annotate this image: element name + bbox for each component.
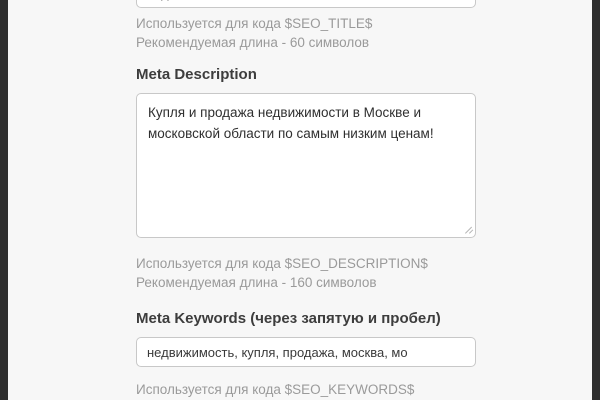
textarea-resize-handle[interactable] [463, 224, 475, 236]
meta-keywords-input-wrap [8, 337, 592, 367]
meta-keywords-code-hint: Используется для кода $SEO_KEYWORDS$ [136, 382, 415, 397]
seo-title-code-hint: Используется для кода $SEO_TITLE$ [136, 16, 373, 31]
meta-description-length-hint: Рекомендуемая длина - 160 символов [136, 275, 377, 290]
meta-description-textarea[interactable] [136, 93, 476, 238]
meta-keywords-field-group [8, 310, 592, 399]
seo-title-length-hint: Рекомендуемая длина - 60 символов [136, 35, 370, 50]
meta-description-code-hint: Используется для кода $SEO_DESCRIPTION$ [136, 256, 428, 271]
meta-keywords-label: Meta Keywords (через запятую и пробел) [136, 310, 441, 327]
meta-description-field-group [8, 66, 592, 292]
settings-page [8, 0, 592, 400]
meta-description-input-wrap [8, 93, 592, 243]
meta-keywords-input[interactable] [136, 337, 476, 367]
seo-title-input[interactable] [136, 0, 476, 8]
meta-description-label: Meta Description [136, 66, 257, 83]
